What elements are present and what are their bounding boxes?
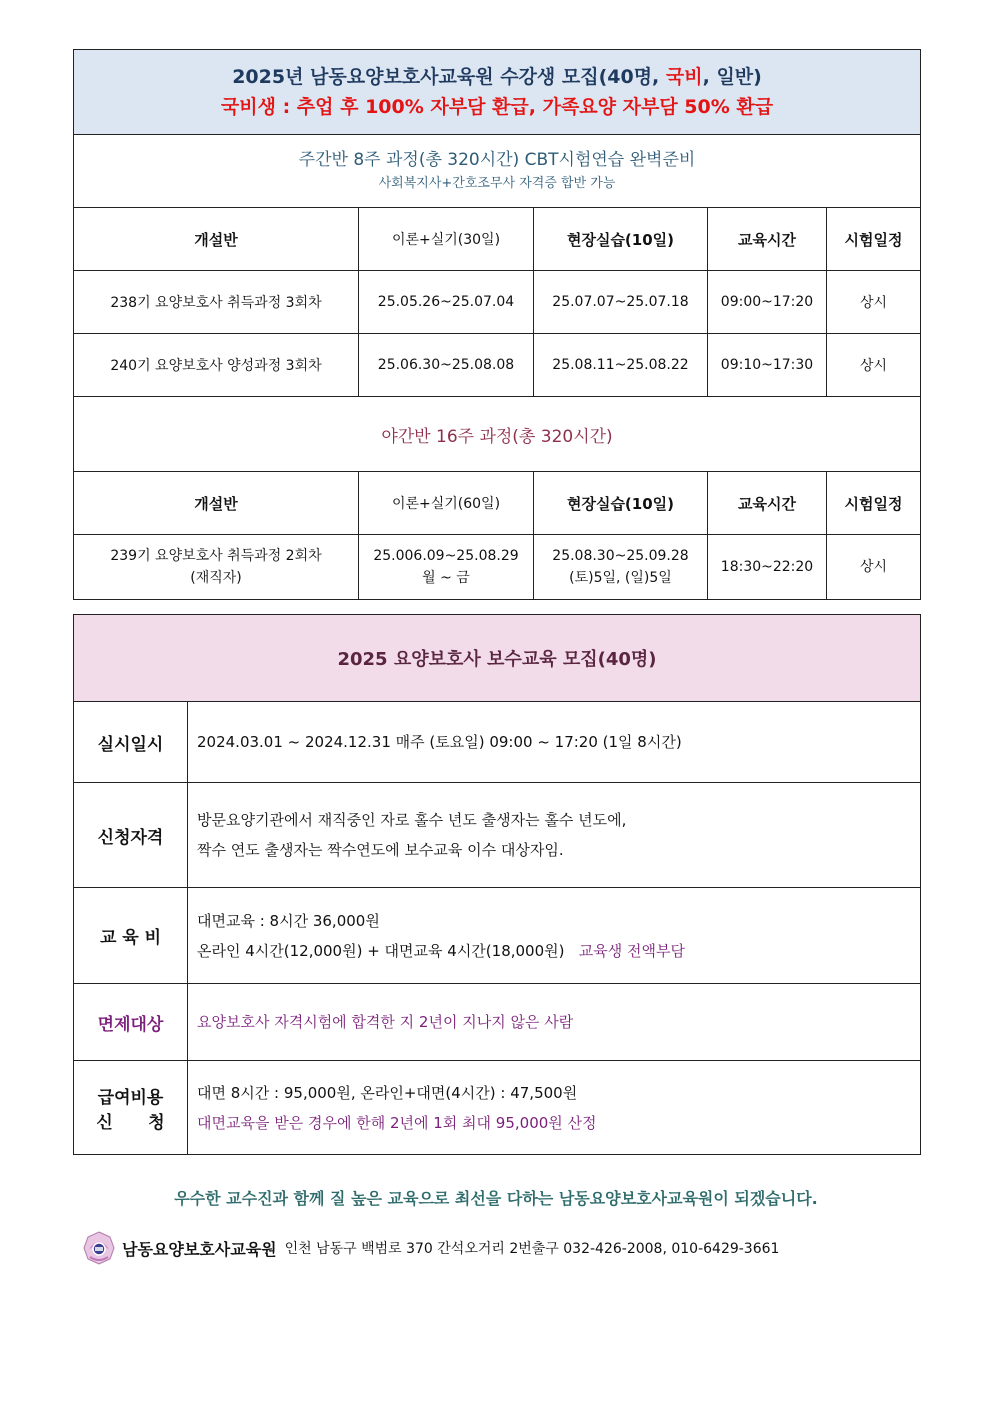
- footer: [80, 1228, 779, 1268]
- benefit-label-line: 급여비용: [97, 1087, 164, 1108]
- title-highlight: 국비: [665, 66, 703, 88]
- fee-line: 대면교육 : 8시간 36,000원: [197, 911, 380, 930]
- column-header: 이론+실기(30일): [359, 208, 534, 271]
- refresher-title: 2025 요양보호사 보수교육 모집(40명): [74, 615, 921, 702]
- class-name-cell: [74, 535, 359, 600]
- fee-value: [188, 888, 921, 984]
- theory-days: 월 ~ 금: [422, 570, 470, 586]
- refund-subtitle: 국비생 : 추업 후 100% 자부담 환급, 가족요양 자부담 50% 환급: [220, 96, 774, 118]
- recruitment-title: 2025년 남동요양보호사교육원 수강생 모집(40명, 국비, 일반): [232, 66, 762, 88]
- column-header: 이론+실기(60일): [359, 472, 534, 535]
- refresher-table: [73, 614, 921, 1155]
- theory-period-cell: 25.05.26~25.07.04: [359, 271, 534, 334]
- night-course-title: 야간반 16주 과정(총 320시간): [74, 397, 921, 472]
- date-label: 실시일시: [74, 702, 188, 783]
- benefit-note: 대면교육을 받은 경우에 한해 2년에 1회 최대 95,000원 산정: [197, 1113, 597, 1132]
- eligibility-line: 방문요양기관에서 재직중인 자로 홀수 년도 출생자는 홀수 년도에,: [197, 811, 627, 829]
- column-header: 시험일정: [827, 472, 921, 535]
- table-row: [74, 535, 921, 600]
- eligibility-value: [188, 783, 921, 888]
- fee-line: 온라인 4시간(12,000원) + 대면교육 4시간(18,000원) 교육생 전액부담: [197, 941, 685, 960]
- fee-label: 교 육 비: [74, 888, 188, 984]
- theory-period-cell: 25.06.30~25.08.08: [359, 334, 534, 397]
- column-header: 개설반: [74, 208, 359, 271]
- column-header: 교육시간: [708, 472, 827, 535]
- exam-schedule-cell: 상시: [827, 334, 921, 397]
- practice-period-cell: 25.07.07~25.07.18: [534, 271, 708, 334]
- exempt-label: 면제대상: [74, 984, 188, 1061]
- exempt-value: 요양보호사 자격시험에 합격한 지 2년이 지나지 않은 사람: [188, 984, 921, 1061]
- benefit-label-line: 신 청: [96, 1112, 165, 1133]
- day-column-headers: [74, 208, 921, 271]
- fee-note: 교육생 전액부담: [578, 941, 685, 960]
- table-row: [74, 1061, 921, 1155]
- table-row: [74, 702, 921, 783]
- practice-period-cell: 25.08.11~25.08.22: [534, 334, 708, 397]
- table-row: [74, 783, 921, 888]
- academy-address: 인천 남동구 백범로 370 간석오거리 2번출구 032-426-2008, 010-6429-3661: [284, 1241, 780, 1257]
- exam-schedule-cell: 상시: [827, 271, 921, 334]
- theory-period-cell: [359, 535, 534, 600]
- column-header: 교육시간: [708, 208, 827, 271]
- slogan: 우수한 교수진과 함께 질 높은 교육으로 최선을 다하는 남동요양보호사교육원이 되겠습니다.: [174, 1189, 818, 1208]
- theory-period: 25.006.09~25.08.29: [373, 548, 519, 564]
- table-row: [74, 271, 921, 334]
- class-name-cell: 238기 요양보호사 취득과정 3회차: [74, 271, 359, 334]
- table-row: [74, 984, 921, 1061]
- night-column-headers: [74, 472, 921, 535]
- day-course-header: [74, 135, 921, 208]
- column-header: 현장실습(10일): [534, 472, 708, 535]
- column-header: 개설반: [74, 472, 359, 535]
- eligibility-label: 신청자격: [74, 783, 188, 888]
- benefit-label: [74, 1061, 188, 1155]
- column-header: 시험일정: [827, 208, 921, 271]
- practice-period: 25.08.30~25.09.28: [552, 548, 689, 564]
- day-course-note: 사회복지사+간호조무사 자격증 합반 가능: [378, 176, 616, 191]
- academy-name: 남동요양보호사교육원: [122, 1239, 277, 1259]
- exam-schedule-cell: 상시: [827, 535, 921, 600]
- class-time-cell: 09:10~17:30: [708, 334, 827, 397]
- day-course-title: 주간반 8주 과정(총 320시간) CBT시험연습 완벽준비: [298, 150, 696, 170]
- class-name-note: (재직자): [190, 570, 242, 586]
- column-header: 현장실습(10일): [534, 208, 708, 271]
- recruitment-title-cell: [74, 50, 921, 135]
- benefit-line: 대면 8시간 : 95,000원, 온라인+대면(4시간) : 47,500원: [197, 1083, 578, 1102]
- table-row: [74, 334, 921, 397]
- academy-emblem-icon: [80, 1229, 118, 1267]
- benefit-value: [188, 1061, 921, 1155]
- table-row: [74, 888, 921, 984]
- eligibility-line: 짝수 연도 출생자는 짝수연도에 보수교육 이수 대상자임.: [197, 841, 564, 859]
- class-time-cell: 09:00~17:20: [708, 271, 827, 334]
- date-value: 2024.03.01 ~ 2024.12.31 매주 (토요일) 09:00 ~ 17:20 (1일 8시간): [188, 702, 921, 783]
- recruitment-table: [73, 49, 921, 600]
- class-time-cell: 18:30~22:20: [708, 535, 827, 600]
- practice-period-cell: [534, 535, 708, 600]
- class-name-cell: 240기 요양보호사 양성과정 3회차: [74, 334, 359, 397]
- class-name-line: 239기 요양보호사 취득과정 2회차: [110, 548, 322, 564]
- practice-days: (토)5일, (일)5일: [569, 570, 672, 586]
